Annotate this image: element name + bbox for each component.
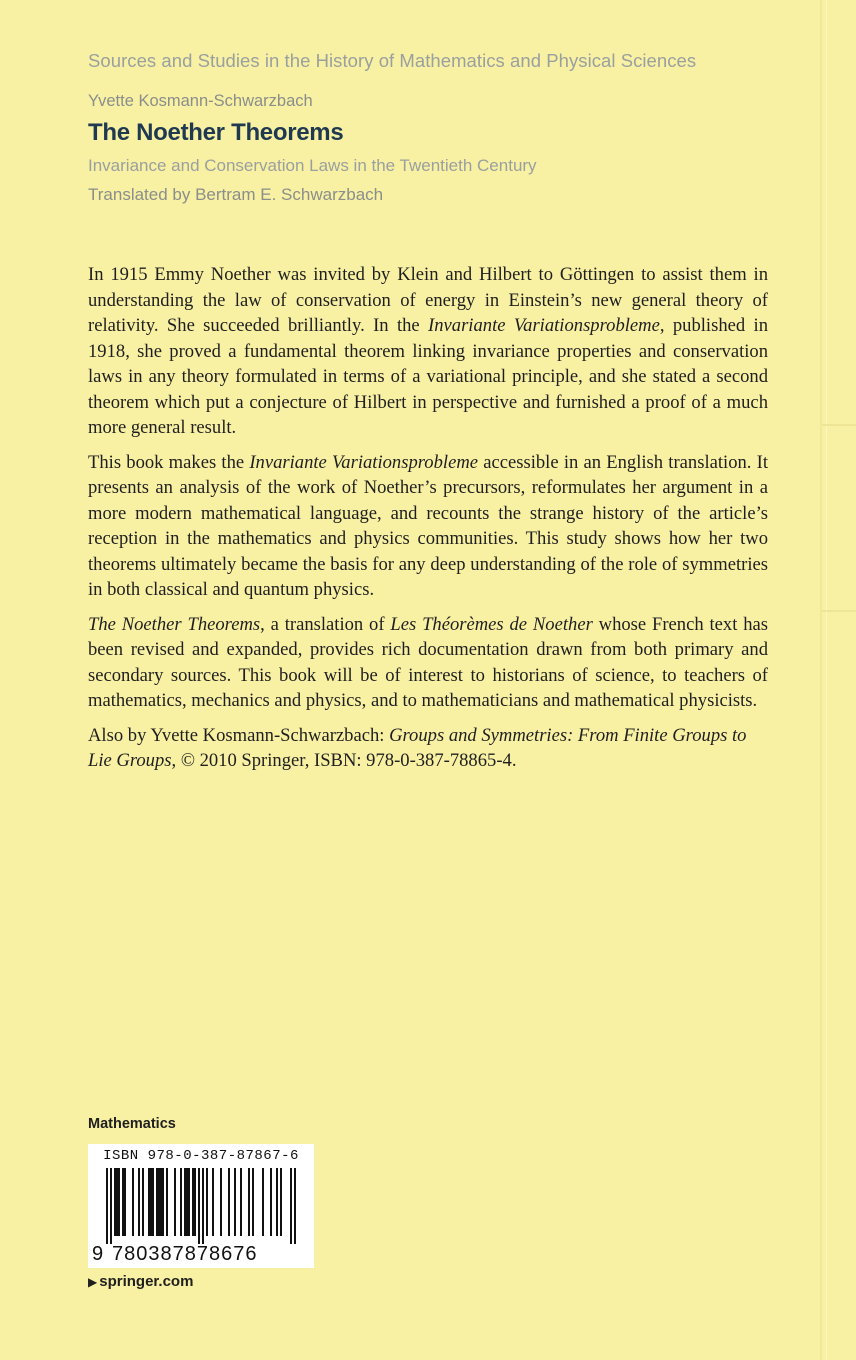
barcode-bar: [212, 1168, 214, 1236]
barcode-bar: [220, 1168, 222, 1236]
barcode-bar: [150, 1168, 152, 1236]
isbn-label: ISBN 978-0-387-87867-6: [103, 1148, 299, 1164]
barcode-first-digit: 9: [92, 1243, 105, 1265]
spine-edge-highlight: [826, 0, 827, 1360]
blurb-paragraph-4: Also by Yvette Kosmann-Schwarzbach: Groups and Symmetries: From Finite Groups to Lie Groups, © 2010 Springer, ISBN: 978-0-387-78865-4.: [88, 724, 747, 771]
barcode-bar: [162, 1168, 164, 1236]
blurb-paragraph-3: The Noether Theorems, a translation of Les Théorèmes de Noether whose French text has been revised and expanded, provides rich documentation drawn from both primary and secondary sources. This book will be of interest to historians of science, to teachers of mathematics, mechanics and physics, and to mathematicians and mathematical physicists.: [88, 613, 768, 711]
author-name: Yvette Kosmann-Schwarzbach: [88, 92, 313, 110]
barcode-bar: [276, 1168, 278, 1236]
arrow-right-icon: ▶: [88, 1275, 98, 1289]
book-subtitle: Invariance and Conservation Laws in the Twentieth Century: [88, 156, 537, 175]
barcode-bar: [198, 1168, 200, 1244]
barcode-bar: [180, 1168, 182, 1236]
barcode-bar: [186, 1168, 188, 1236]
barcode-bar: [116, 1168, 118, 1236]
barcode-bar: [110, 1168, 112, 1244]
barcode-bar: [114, 1168, 116, 1236]
isbn-barcode: [88, 1144, 314, 1268]
barcode-bar: [106, 1168, 108, 1244]
barcode-digit-groups: 780387878676: [112, 1243, 258, 1265]
blurb-paragraph-1: In 1915 Emmy Noether was invited by Klein and Hilbert to Göttingen to assist them in understanding the law of conservation of energy in Einstein’s new general theory of relativity. She succeeded brilliantly. In the Invariante Variationsprobleme, published in 1918, she proved a fundamental theorem linking invariance properties and conservation laws in any theory formulated in terms of a variational principle, and she stated a second theorem which put a conjecture of Hilbert in perspective and furnished a proof of a much more general result.: [88, 264, 768, 438]
barcode-bar: [206, 1168, 208, 1236]
barcode-bar: [192, 1168, 194, 1236]
barcode-bar: [138, 1168, 140, 1236]
barcode-bar: [234, 1168, 236, 1236]
barcode-bar: [156, 1168, 158, 1236]
barcode-bar: [160, 1168, 162, 1236]
barcode-bar: [152, 1168, 154, 1236]
publisher-url: springer.com: [99, 1273, 194, 1290]
barcode-bar: [122, 1168, 124, 1236]
series-title: Sources and Studies in the History of Mathematics and Physical Sciences: [88, 50, 697, 71]
barcode-bars: [98, 1168, 304, 1244]
barcode-bar: [270, 1168, 272, 1236]
barcode-bar: [240, 1168, 242, 1236]
blurb: [88, 262, 768, 783]
spine-mark-bottom: [822, 610, 856, 612]
spine-mark-top: [822, 424, 856, 426]
barcode-bar: [280, 1168, 282, 1236]
barcode-bar: [202, 1168, 204, 1244]
barcode-bar: [166, 1168, 168, 1236]
subject-category: Mathematics: [88, 1116, 176, 1132]
barcode-bar: [184, 1168, 186, 1236]
barcode-bar: [262, 1168, 264, 1236]
spine-edge: [820, 0, 822, 1360]
translator-credit: Translated by Bertram E. Schwarzbach: [88, 185, 384, 204]
barcode-bar: [248, 1168, 250, 1236]
barcode-bar: [294, 1168, 296, 1244]
barcode-bar: [124, 1168, 126, 1236]
barcode-bar: [194, 1168, 196, 1236]
barcode-bar: [252, 1168, 254, 1236]
barcode-bar: [142, 1168, 144, 1236]
barcode-bar: [290, 1168, 292, 1244]
barcode-bar: [158, 1168, 160, 1236]
barcode-bar: [188, 1168, 190, 1236]
book-title: The Noether Theorems: [88, 119, 344, 146]
publisher-link[interactable]: [88, 1273, 193, 1290]
barcode-bar: [228, 1168, 230, 1236]
barcode-bar: [132, 1168, 134, 1236]
barcode-bar: [118, 1168, 120, 1236]
blurb-paragraph-2: This book makes the Invariante Variationsprobleme accessible in an English translation. It presents an analysis of the work of Noether’s precursors, reformulates her argument in a more modern mathematical language, and recounts the strange history of the article’s reception in the mathematics and physics communities. This study shows how her two theorems ultimately became the basis for any deep understanding of the role of symmetries in both classical and quantum physics.: [88, 451, 769, 600]
barcode-bar: [148, 1168, 150, 1236]
barcode-bar: [174, 1168, 176, 1236]
